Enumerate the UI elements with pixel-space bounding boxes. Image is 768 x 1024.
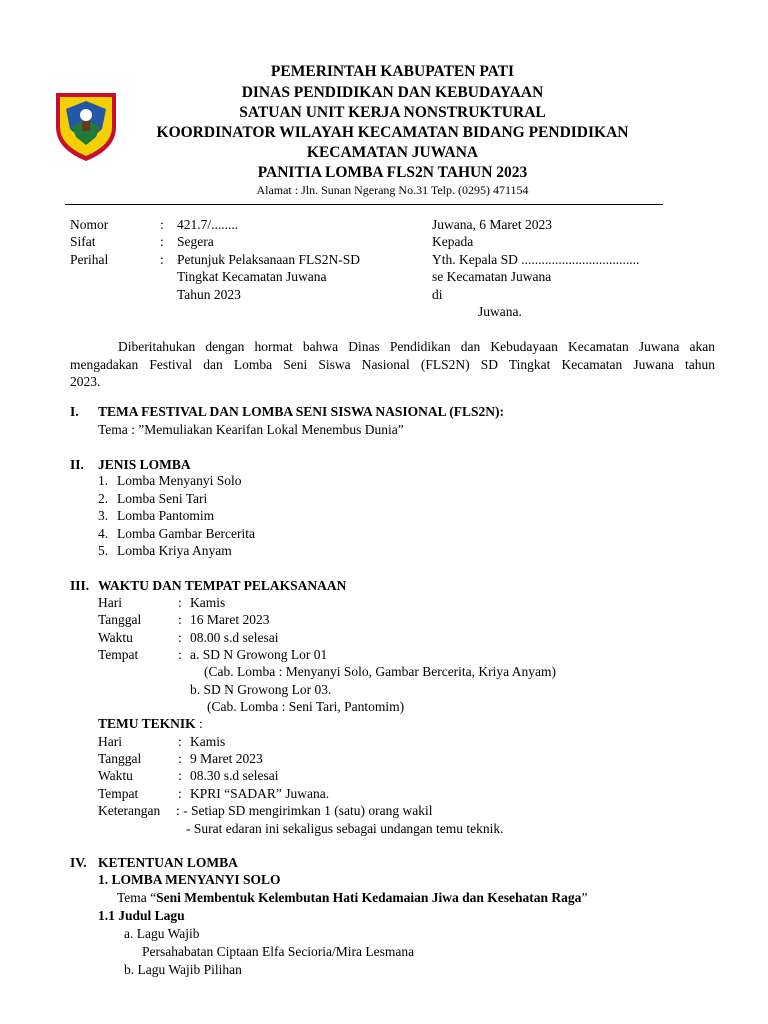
lomba-item-5-number: 5.: [98, 543, 109, 558]
temu-tempat-value: KPRI “SADAR” Juwana.: [190, 786, 330, 801]
recipient-se: se Kecamatan Juwana: [432, 269, 552, 284]
hari-label: Hari: [98, 595, 122, 610]
tempat-colon: :: [178, 647, 182, 662]
lomba-item-4-number: 4.: [98, 526, 109, 541]
menyanyi-solo-tema: [117, 889, 587, 906]
section-1-title: TEMA FESTIVAL DAN LOMBA SENI SISWA NASIONAL (FLS2N):: [98, 404, 504, 419]
temu-teknik-colon: :: [195, 716, 203, 731]
sifat-label: Sifat: [70, 234, 96, 249]
header-line-4: KOORDINATOR WILAYAH KECAMATAN BIDANG PENDIDIKAN: [156, 124, 629, 141]
temu-hari-value: Kamis: [190, 734, 226, 749]
recipient-di: di: [432, 287, 443, 302]
perihal-label: Perihal: [70, 252, 109, 267]
perihal-line-3: Tahun 2023: [177, 287, 241, 302]
recipient-kepada: Kepada: [432, 234, 474, 249]
lomba-item-3-number: 3.: [98, 508, 109, 523]
keterangan-item-2: - Surat edaran ini sekaligus sebagai undangan temu teknik.: [186, 821, 504, 836]
tema-title: Seni Membentuk Kelembutan Hati Kedamaian Jiwa dan Kesehatan Raga: [156, 890, 582, 905]
judul-lagu-heading: 1.1 Judul Lagu: [98, 908, 185, 923]
lomba-item-2-number: 2.: [98, 491, 109, 506]
header-divider: [65, 204, 663, 205]
tempat-b-cabang: (Cab. Lomba : Seni Tari, Pantomim): [207, 699, 405, 714]
section-1-tema: Tema : ”Memuliakan Kearifan Lokal Menembus Dunia”: [98, 422, 404, 437]
header-address: Alamat : Jln. Sunan Ngerang No.31 Telp. (0295) 471154: [256, 183, 529, 197]
section-1-number: I.: [70, 404, 79, 419]
temu-hari-colon: :: [178, 734, 182, 749]
lagu-wajib-pilihan-item: b. Lagu Wajib Pilihan: [124, 962, 242, 977]
temu-waktu-colon: :: [178, 768, 182, 783]
nomor-value: 421.7/........: [177, 217, 239, 232]
keterangan-item-1: : - Setiap SD mengirimkan 1 (satu) orang wakil: [176, 803, 433, 818]
nomor-colon: :: [160, 217, 164, 232]
recipient-place: Juwana.: [478, 304, 522, 319]
tempat-b: b. SD N Growong Lor 03.: [190, 682, 332, 697]
tempat-a: a. SD N Growong Lor 01: [190, 647, 328, 662]
header-line-2: DINAS PENDIDIKAN DAN KEBUDAYAAN: [241, 84, 544, 101]
tanggal-label: Tanggal: [98, 612, 142, 627]
temu-waktu-value: 08.30 s.d selesai: [190, 768, 279, 783]
menyanyi-solo-heading: 1. LOMBA MENYANYI SOLO: [98, 872, 281, 887]
sifat-colon: :: [160, 234, 164, 249]
tempat-label: Tempat: [98, 647, 139, 662]
lagu-wajib-detail: Persahabatan Ciptaan Elfa Secioria/Mira Lesmana: [142, 944, 415, 959]
tema-suffix: ”: [581, 890, 588, 905]
waktu-value: 08.00 s.d selesai: [190, 630, 279, 645]
section-4-number: IV.: [70, 855, 87, 870]
header-line-1: PEMERINTAH KABUPATEN PATI: [270, 63, 515, 80]
intro-line-2: mengadakan Festival dan Lomba Seni Siswa Nasional (FLS2N) SD Tingkat Kecamatan Juwana tahun: [70, 357, 715, 372]
intro-line-3: 2023.: [70, 374, 101, 389]
kabupaten-pati-emblem: [52, 87, 120, 163]
hari-value: Kamis: [190, 595, 226, 610]
perihal-line-2: Tingkat Kecamatan Juwana: [177, 269, 327, 284]
lomba-item-2: Lomba Seni Tari: [117, 491, 208, 506]
section-2-number: II.: [70, 457, 84, 472]
temu-teknik-heading: [98, 715, 203, 732]
lomba-item-1: Lomba Menyanyi Solo: [117, 473, 242, 488]
intro-line-1: Diberitahukan dengan hormat bahwa Dinas Pendidikan dan Kebudayaan Kecamatan Juwana akan: [118, 339, 715, 354]
waktu-label: Waktu: [98, 630, 133, 645]
perihal-line-1: Petunjuk Pelaksanaan FLS2N-SD: [177, 252, 360, 267]
section-3-title: WAKTU DAN TEMPAT PELAKSANAAN: [98, 578, 347, 593]
temu-tanggal-value: 9 Maret 2023: [190, 751, 263, 766]
tema-prefix: Tema “: [117, 890, 157, 905]
header-line-3: SATUAN UNIT KERJA NONSTRUKTURAL: [239, 104, 546, 121]
sifat-value: Segera: [177, 234, 214, 249]
tempat-a-cabang: (Cab. Lomba : Menyanyi Solo, Gambar Bercerita, Kriya Anyam): [204, 664, 557, 679]
hari-colon: :: [178, 595, 182, 610]
section-2-title: JENIS LOMBA: [98, 457, 191, 472]
perihal-colon: :: [160, 252, 164, 267]
lomba-item-4: Lomba Gambar Bercerita: [117, 526, 255, 541]
section-3-number: III.: [70, 578, 90, 593]
letter-date: Juwana, 6 Maret 2023: [432, 217, 552, 232]
keterangan-label: Keterangan: [98, 803, 161, 818]
temu-teknik-title: TEMU TEKNIK: [98, 716, 196, 731]
lomba-item-1-number: 1.: [98, 473, 109, 488]
lagu-wajib-item: a. Lagu Wajib: [124, 926, 200, 941]
section-4-title: KETENTUAN LOMBA: [98, 855, 238, 870]
lomba-item-3: Lomba Pantomim: [117, 508, 215, 523]
recipient-yth: Yth. Kepala SD ...................................: [432, 252, 640, 267]
tanggal-colon: :: [178, 612, 182, 627]
lomba-item-5: Lomba Kriya Anyam: [117, 543, 232, 558]
waktu-colon: :: [178, 630, 182, 645]
header-line-6: PANITIA LOMBA FLS2N TAHUN 2023: [257, 164, 528, 181]
temu-tanggal-colon: :: [178, 751, 182, 766]
temu-tempat-colon: :: [178, 786, 182, 801]
tanggal-value: 16 Maret 2023: [190, 612, 270, 627]
nomor-label: Nomor: [70, 217, 109, 232]
temu-hari-label: Hari: [98, 734, 122, 749]
temu-tempat-label: Tempat: [98, 786, 139, 801]
temu-waktu-label: Waktu: [98, 768, 133, 783]
header-line-5: KECAMATAN JUWANA: [306, 144, 479, 161]
temu-tanggal-label: Tanggal: [98, 751, 142, 766]
